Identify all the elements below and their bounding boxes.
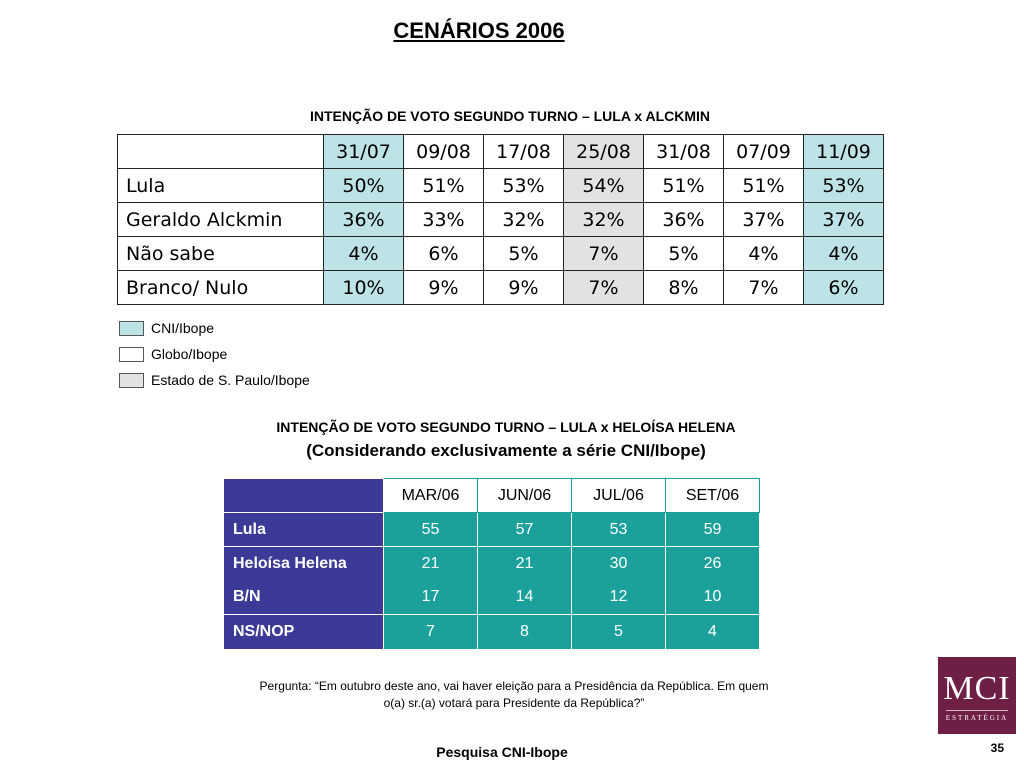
source-footer: Pesquisa CNI-Ibope	[436, 744, 568, 760]
logo-text: MCI	[943, 670, 1011, 707]
row-label: Geraldo Alckmin	[118, 203, 324, 237]
table-cell: 55	[384, 513, 478, 547]
legend-label: CNI/Ibope	[151, 320, 215, 336]
table-cell: 59	[666, 513, 760, 547]
table-row	[118, 237, 884, 271]
table-row	[224, 615, 760, 649]
row-label: Lula	[224, 513, 384, 547]
table-cell: 17	[384, 581, 478, 615]
header-empty-cell	[118, 135, 324, 169]
legend-item-cni	[119, 315, 310, 341]
table-cell: 9%	[404, 271, 484, 305]
page-number: 35	[990, 741, 1004, 755]
table-cell: 8%	[644, 271, 724, 305]
month-header: JUN/06	[478, 479, 572, 513]
date-header: 25/08	[564, 135, 644, 169]
row-label: B/N	[224, 581, 384, 615]
table-cell: 53	[572, 513, 666, 547]
table-row	[224, 547, 760, 581]
legend-label: Estado de S. Paulo/Ibope	[151, 372, 310, 388]
table-cell: 10	[666, 581, 760, 615]
table-cell: 14	[478, 581, 572, 615]
table-cell: 51%	[404, 169, 484, 203]
month-header: MAR/06	[384, 479, 478, 513]
table-cell: 33%	[404, 203, 484, 237]
page-title: CENÁRIOS 2006	[393, 18, 565, 43]
table-cell: 10%	[324, 271, 404, 305]
table-cell: 4	[666, 615, 760, 649]
table-cell: 54%	[564, 169, 644, 203]
legend-item-globo	[119, 341, 310, 367]
row-label: Branco/ Nulo	[118, 271, 324, 305]
date-header: 31/08	[644, 135, 724, 169]
legend-swatch	[119, 373, 144, 388]
table-cell: 51%	[644, 169, 724, 203]
table-cell: 8	[478, 615, 572, 649]
table-cell: 4%	[804, 237, 884, 271]
month-header: JUL/06	[572, 479, 666, 513]
table-cell: 32%	[564, 203, 644, 237]
table-cell: 51%	[724, 169, 804, 203]
table-cell: 7%	[724, 271, 804, 305]
legend-label: Globo/Ibope	[151, 346, 228, 362]
legend-item-estado	[119, 367, 310, 393]
mci-logo	[938, 657, 1016, 734]
date-header: 07/09	[724, 135, 804, 169]
table-cell: 4%	[324, 237, 404, 271]
table-row	[118, 203, 884, 237]
logo-subtext: ESTRATÉGIA	[945, 714, 1009, 722]
table-cell: 9%	[484, 271, 564, 305]
date-header: 17/08	[484, 135, 564, 169]
table-cell: 4%	[724, 237, 804, 271]
table-cell: 26	[666, 547, 760, 581]
table-row	[118, 271, 884, 305]
legend-swatch	[119, 347, 144, 362]
table-cell: 5%	[644, 237, 724, 271]
table1-title: INTENÇÃO DE VOTO SEGUNDO TURNO – LULA x ALCKMIN	[309, 108, 711, 124]
table-cell: 50%	[324, 169, 404, 203]
logo-divider	[946, 710, 1008, 711]
date-header: 11/09	[804, 135, 884, 169]
table-row	[118, 169, 884, 203]
table-cell: 53%	[804, 169, 884, 203]
table2-subtitle: (Considerando exclusivamente a série CNI/Ibope)	[306, 441, 706, 460]
poll-table-lula-heloisa	[223, 478, 760, 649]
table-cell: 7%	[564, 237, 644, 271]
table-row	[224, 513, 760, 547]
table-cell: 7	[384, 615, 478, 649]
table-header-row	[118, 135, 884, 169]
table-cell: 57	[478, 513, 572, 547]
table-cell: 36%	[324, 203, 404, 237]
table-cell: 21	[384, 547, 478, 581]
row-label: Não sabe	[118, 237, 324, 271]
table-cell: 53%	[484, 169, 564, 203]
source-legend	[119, 315, 310, 393]
table-cell: 32%	[484, 203, 564, 237]
table-cell: 6%	[804, 271, 884, 305]
survey-question: Pergunta: “Em outubro deste ano, vai haver eleição para a Presidência da República. Em quem o(a) sr.(a) votará para Presidente da República?”	[259, 679, 769, 710]
legend-swatch	[119, 321, 144, 336]
table-cell: 30	[572, 547, 666, 581]
table-cell: 6%	[404, 237, 484, 271]
table-header-row	[224, 479, 760, 513]
month-header: SET/06	[666, 479, 760, 513]
row-label: Lula	[118, 169, 324, 203]
row-label: Heloísa Helena	[224, 547, 384, 581]
table-cell: 7%	[564, 271, 644, 305]
row-label: NS/NOP	[224, 615, 384, 649]
poll-table-lula-alckmin	[117, 134, 884, 305]
table-cell: 37%	[724, 203, 804, 237]
table-cell: 5%	[484, 237, 564, 271]
date-header: 09/08	[404, 135, 484, 169]
date-header: 31/07	[324, 135, 404, 169]
table-cell: 12	[572, 581, 666, 615]
table-cell: 21	[478, 547, 572, 581]
table-cell: 37%	[804, 203, 884, 237]
table-cell: 36%	[644, 203, 724, 237]
table2-title: INTENÇÃO DE VOTO SEGUNDO TURNO – LULA x HELOÍSA HELENA	[276, 419, 736, 435]
header-empty-cell	[224, 479, 384, 513]
table-row	[224, 581, 760, 615]
table-cell: 5	[572, 615, 666, 649]
